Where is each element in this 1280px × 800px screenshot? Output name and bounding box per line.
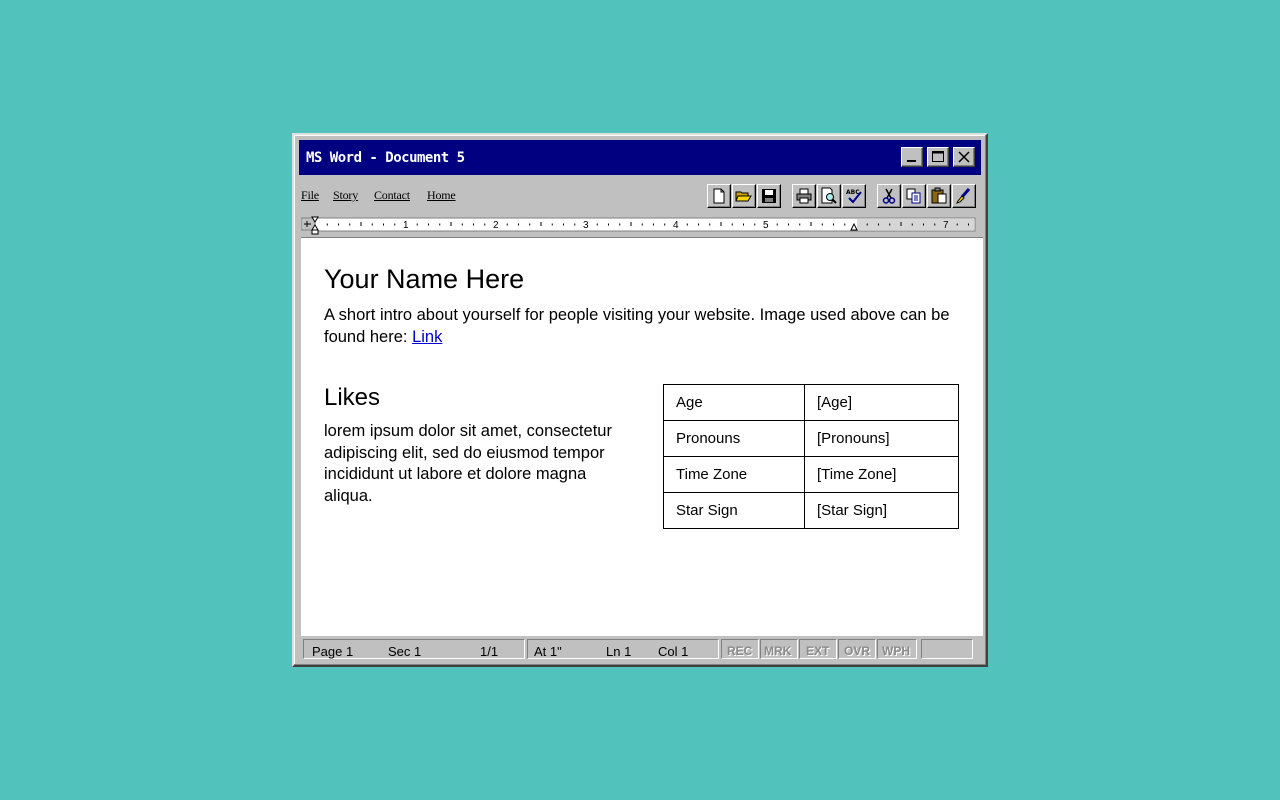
status-at: At 1" [534, 644, 562, 659]
ruler-number: 1 [403, 220, 409, 231]
new-document-icon [710, 187, 728, 205]
intro-paragraph [324, 304, 954, 348]
svg-text:ABC: ABC [846, 189, 860, 196]
info-table [663, 384, 959, 529]
copy-button[interactable] [902, 184, 926, 208]
likes-paragraph: lorem ipsum dolor sit amet, consectetur adipiscing elit, sed do eiusmod tempor incididunt ut labore et dolore magna aliqua. [324, 422, 612, 505]
status-rec[interactable] [721, 639, 759, 659]
status-mrk[interactable] [760, 639, 798, 659]
print-button[interactable] [792, 184, 816, 208]
status-panel-position [527, 639, 719, 659]
status-section: Sec 1 [388, 644, 422, 659]
spell-check-button[interactable] [842, 184, 866, 208]
close-button[interactable] [953, 147, 975, 167]
table-cell-value: [Time Zone] [805, 457, 959, 493]
minimize-icon [902, 148, 922, 166]
save-disk-icon [760, 187, 778, 205]
ruler[interactable] [301, 215, 981, 235]
cut-scissors-icon [880, 187, 898, 205]
maximize-icon [928, 148, 948, 166]
intro-link[interactable]: Link [412, 328, 443, 346]
table-cell-key: Pronouns [664, 421, 805, 457]
open-button[interactable] [732, 184, 756, 208]
minimize-button[interactable] [901, 147, 923, 167]
status-mrk-label: MRK [764, 644, 792, 658]
print-preview-icon [820, 187, 838, 205]
status-line: Ln 1 [606, 644, 632, 659]
status-ext-label: EXT [806, 644, 830, 658]
status-column: Col 1 [658, 644, 689, 659]
ruler-scale [301, 215, 981, 235]
menu-file[interactable]: File [301, 188, 319, 202]
table-cell-value: [Pronouns] [805, 421, 959, 457]
table-cell-value: [Star Sign] [805, 493, 959, 529]
menu-contact[interactable]: Contact [374, 188, 410, 202]
table-cell-value: [Age] [805, 385, 959, 421]
table-row [664, 421, 959, 457]
status-bar [301, 637, 983, 661]
title-bar[interactable] [299, 140, 981, 175]
status-ovr-label: OVR [844, 644, 871, 658]
status-rec-label: REC [727, 644, 753, 658]
table-cell-key: Star Sign [664, 493, 805, 529]
status-page: Page 1 [312, 644, 354, 659]
word-window [292, 133, 988, 667]
menu-home[interactable]: Home [427, 188, 456, 202]
maximize-button[interactable] [927, 147, 949, 167]
status-panel-page [303, 639, 525, 659]
document-page[interactable] [301, 237, 983, 636]
ruler-number: 5 [763, 220, 769, 231]
close-icon [954, 148, 974, 166]
status-wph[interactable] [877, 639, 917, 659]
print-preview-button[interactable] [817, 184, 841, 208]
status-pages: 1/1 [480, 644, 499, 659]
intro-text: A short intro about yourself for people visiting your website. Image used above can be found here: [324, 306, 950, 346]
format-painter-icon [955, 187, 973, 205]
print-icon [795, 187, 813, 205]
cut-button[interactable] [877, 184, 901, 208]
new-document-button[interactable] [707, 184, 731, 208]
format-painter-button[interactable] [952, 184, 976, 208]
ruler-number: 3 [583, 220, 589, 231]
window-title: MS Word - Document 5 [306, 150, 465, 166]
ruler-number: 7 [943, 220, 949, 231]
table-cell-key: Age [664, 385, 805, 421]
status-ovr[interactable] [838, 639, 876, 659]
status-panel-empty [921, 639, 973, 659]
page-title: Your Name Here [324, 264, 525, 294]
menu-bar [299, 180, 981, 210]
menu-story[interactable]: Story [333, 188, 359, 202]
status-wph-label: WPH [882, 644, 910, 658]
table-cell-key: Time Zone [664, 457, 805, 493]
paste-icon [930, 187, 948, 205]
open-folder-icon [735, 187, 753, 205]
ruler-number: 4 [673, 220, 679, 231]
status-ext[interactable] [799, 639, 837, 659]
likes-heading: Likes [324, 384, 381, 411]
table-row [664, 385, 959, 421]
paste-button[interactable] [927, 184, 951, 208]
table-row [664, 457, 959, 493]
copy-icon [905, 187, 923, 205]
spell-check-icon [845, 187, 863, 205]
ruler-number: 2 [493, 220, 499, 231]
save-button[interactable] [757, 184, 781, 208]
table-row [664, 493, 959, 529]
